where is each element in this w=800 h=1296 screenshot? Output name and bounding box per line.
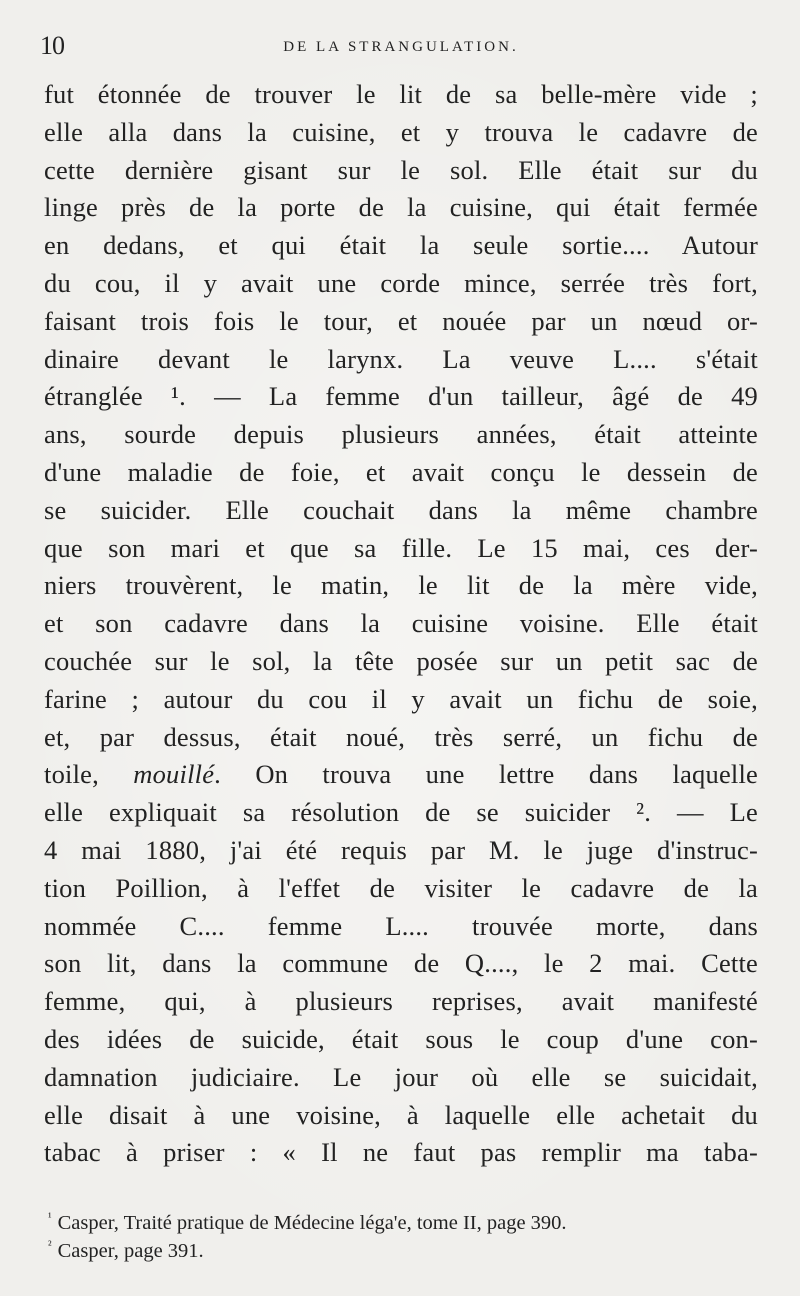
text-line: que son mari et que sa fille. Le 15 mai, ces der- xyxy=(44,532,758,563)
text-line: tion Poillion, à l'effet de visiter le cadavre de la xyxy=(44,872,758,903)
text-line: des idées de suicide, était sous le coup d'une con- xyxy=(44,1023,758,1054)
text-line: son lit, dans la commune de Q...., le 2 mai. Cette xyxy=(44,948,758,979)
footnote-text: Casper, page 391. xyxy=(57,1239,204,1262)
footnote-number: ¹ xyxy=(48,1210,52,1224)
text-line: nommée C.... femme L.... trouvée morte, dans xyxy=(44,910,758,941)
text-line: cette dernière gisant sur le sol. Elle était sur du xyxy=(44,154,758,185)
text-line: fut étonnée de trouver le lit de sa belle-mère vide ; xyxy=(44,79,758,109)
text-line: se suicider. Elle couchait dans la même chambre xyxy=(44,494,758,525)
text-line: femme, qui, à plusieurs reprises, avait manifesté xyxy=(44,986,758,1017)
text-line: du cou, il y avait une corde mince, serrée très fort, xyxy=(44,267,758,298)
text-line: faisant trois fois le tour, et nouée par un nœud or- xyxy=(44,305,758,336)
text-line: farine ; autour du cou il y avait un fichu de soie, xyxy=(44,683,758,714)
text-line: en dedans, et qui était la seule sortie.... Autour xyxy=(44,230,758,261)
footnote-text: Casper, Traité pratique de Médecine léga'e, tome II, page 390. xyxy=(57,1211,567,1234)
text-line: dinaire devant le larynx. La veuve L.... s'était xyxy=(44,343,758,374)
page-header xyxy=(40,30,762,62)
footnote xyxy=(48,1231,764,1262)
text-line: elle alla dans la cuisine, et y trouva le cadavre de xyxy=(44,116,758,147)
running-head: DE LA STRANGULATION. xyxy=(283,39,519,55)
text-line: elle disait à une voisine, à laquelle elle achetait du xyxy=(44,1099,758,1130)
text-line: toile, mouillé. On trouva une lettre dans laquelle xyxy=(44,759,759,790)
text-line: ans, sourde depuis plusieurs années, était atteinte xyxy=(44,419,758,450)
body-text xyxy=(44,76,758,1172)
footnote xyxy=(48,1203,764,1234)
text-line: d'une maladie de foie, et avait conçu le dessein de xyxy=(44,456,758,487)
text-line: linge près de la porte de la cuisine, qui était fermée xyxy=(44,192,758,223)
footnotes xyxy=(48,1203,764,1262)
text-line: et, par dessus, était noué, très serré, un fichu de xyxy=(44,721,758,752)
text-line: étranglée ¹. — La femme d'un tailleur, âgé de 49 xyxy=(44,381,758,412)
page-number: 10 xyxy=(40,31,64,60)
text-line: damnation judiciaire. Le jour où elle se suicidait, xyxy=(44,1061,758,1092)
text-line: tabac à priser : « Il ne faut pas remplir ma taba- xyxy=(44,1137,758,1168)
text-line: et son cadavre dans la cuisine voisine. Elle était xyxy=(44,608,758,639)
text-line: niers trouvèrent, le matin, le lit de la mère vide, xyxy=(44,570,758,601)
text-line: couchée sur le sol, la tête posée sur un petit sac de xyxy=(44,645,758,676)
text-line: elle expliquait sa résolution de se suicider ². — Le xyxy=(44,797,758,828)
text-line: 4 mai 1880, j'ai été requis par M. le juge d'instruc- xyxy=(44,834,758,865)
footnote-number: ² xyxy=(48,1238,52,1252)
